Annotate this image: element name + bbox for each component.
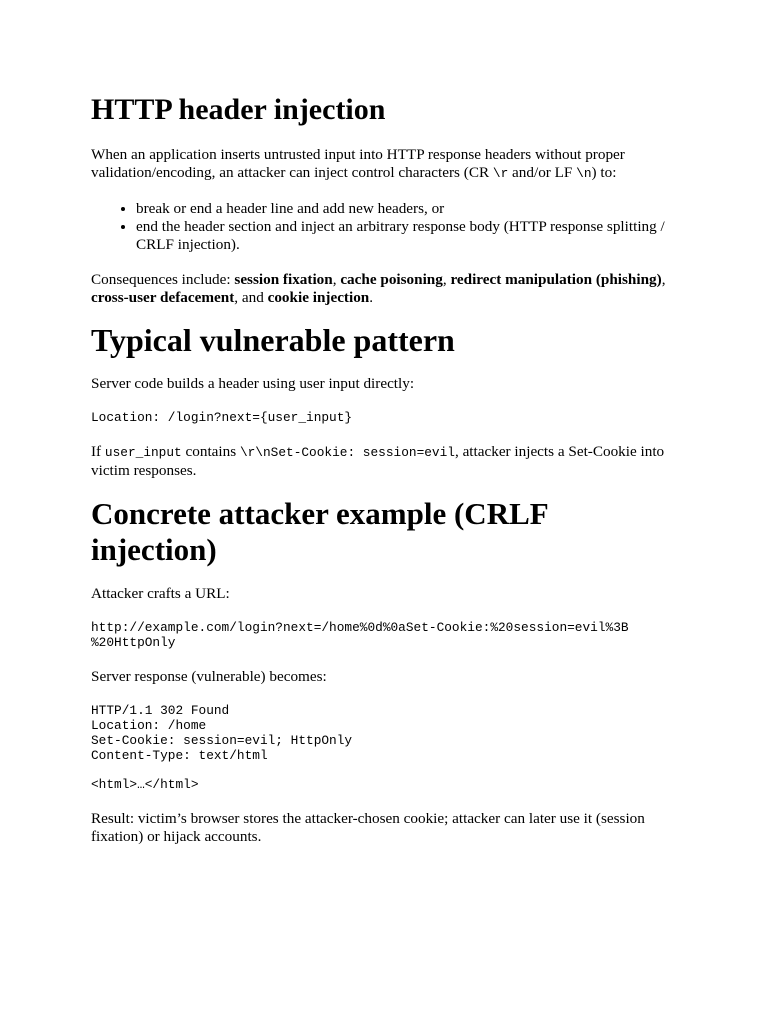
- intro-text-1: When an application inserts untrusted input into HTTP response headers without proper validation/encoding, an attacker can inject control characters (CR: [91, 145, 625, 181]
- consequences-prefix: Consequences include:: [91, 270, 235, 288]
- injection-effects-list: [91, 200, 671, 254]
- inline-code-crlf-set-cookie: \r\nSet-Cookie: session=evil: [239, 445, 455, 461]
- list-item: • break or end a header line and add new headers, or: [136, 200, 671, 218]
- code-block-server-response: HTTP/1.1 302 Found Location: /home Set-Cookie: session=evil; HttpOnly Content-Type: text/html: [91, 702, 353, 763]
- document-page: [91, 0, 671, 846]
- code-block-html-body: <html>…</html>: [91, 776, 199, 792]
- separator: ,: [661, 270, 666, 288]
- consequence-cache-poisoning: cache poisoning: [340, 270, 443, 288]
- attacker-url-lead-paragraph: Attacker crafts a URL:: [91, 584, 230, 602]
- consequence-cross-user-defacement: cross-user defacement: [91, 288, 235, 306]
- separator: ,: [332, 270, 341, 288]
- inline-code-cr: \r: [492, 165, 509, 181]
- inline-code-user-input: user_input: [104, 445, 182, 461]
- intro-text-2: and/or LF: [508, 163, 577, 181]
- explanation-text-2: contains: [181, 443, 240, 461]
- section-heading-http-header-injection: HTTP header injection: [91, 93, 386, 126]
- separator: , and: [234, 288, 268, 306]
- consequence-redirect-manipulation: redirect manipulation (phishing): [450, 270, 662, 288]
- intro-text-3: ) to:: [591, 163, 617, 181]
- consequence-cookie-injection: cookie injection: [267, 288, 370, 306]
- code-block-location-header: Location: /login?next={user_input}: [91, 410, 353, 426]
- consequence-session-fixation: session fixation: [234, 270, 333, 288]
- explanation-text-1: If: [91, 443, 105, 461]
- list-item: • end the header section and inject an arbitrary response body (HTTP response splitting / CRLF injection).: [136, 218, 671, 254]
- code-block-attacker-url: http://example.com/login?next=/home%0d%0aSet-Cookie:%20session=evil%3B %20HttpOnly: [91, 619, 629, 650]
- suffix: .: [369, 288, 374, 306]
- server-response-lead-paragraph: Server response (vulnerable) becomes:: [91, 667, 327, 685]
- pattern-lead-paragraph: Server code builds a header using user input directly:: [91, 375, 415, 393]
- separator: ,: [442, 270, 451, 288]
- explanation-text-3: , attacker injects a Set-Cookie into victim responses.: [91, 443, 665, 480]
- section-heading-typical-vulnerable-pattern: Typical vulnerable pattern: [91, 321, 455, 358]
- result-paragraph: Result: victim’s browser stores the attacker-chosen cookie; attacker can later use it (session fixation) or hijack accounts.: [91, 809, 645, 845]
- pattern-explanation-paragraph: [91, 443, 671, 480]
- consequences-paragraph: [91, 271, 671, 307]
- section-heading-concrete-attacker-example: Concrete attacker example (CRLF injection): [91, 496, 548, 567]
- intro-paragraph: [91, 146, 671, 183]
- inline-code-lf: \n: [576, 165, 592, 181]
